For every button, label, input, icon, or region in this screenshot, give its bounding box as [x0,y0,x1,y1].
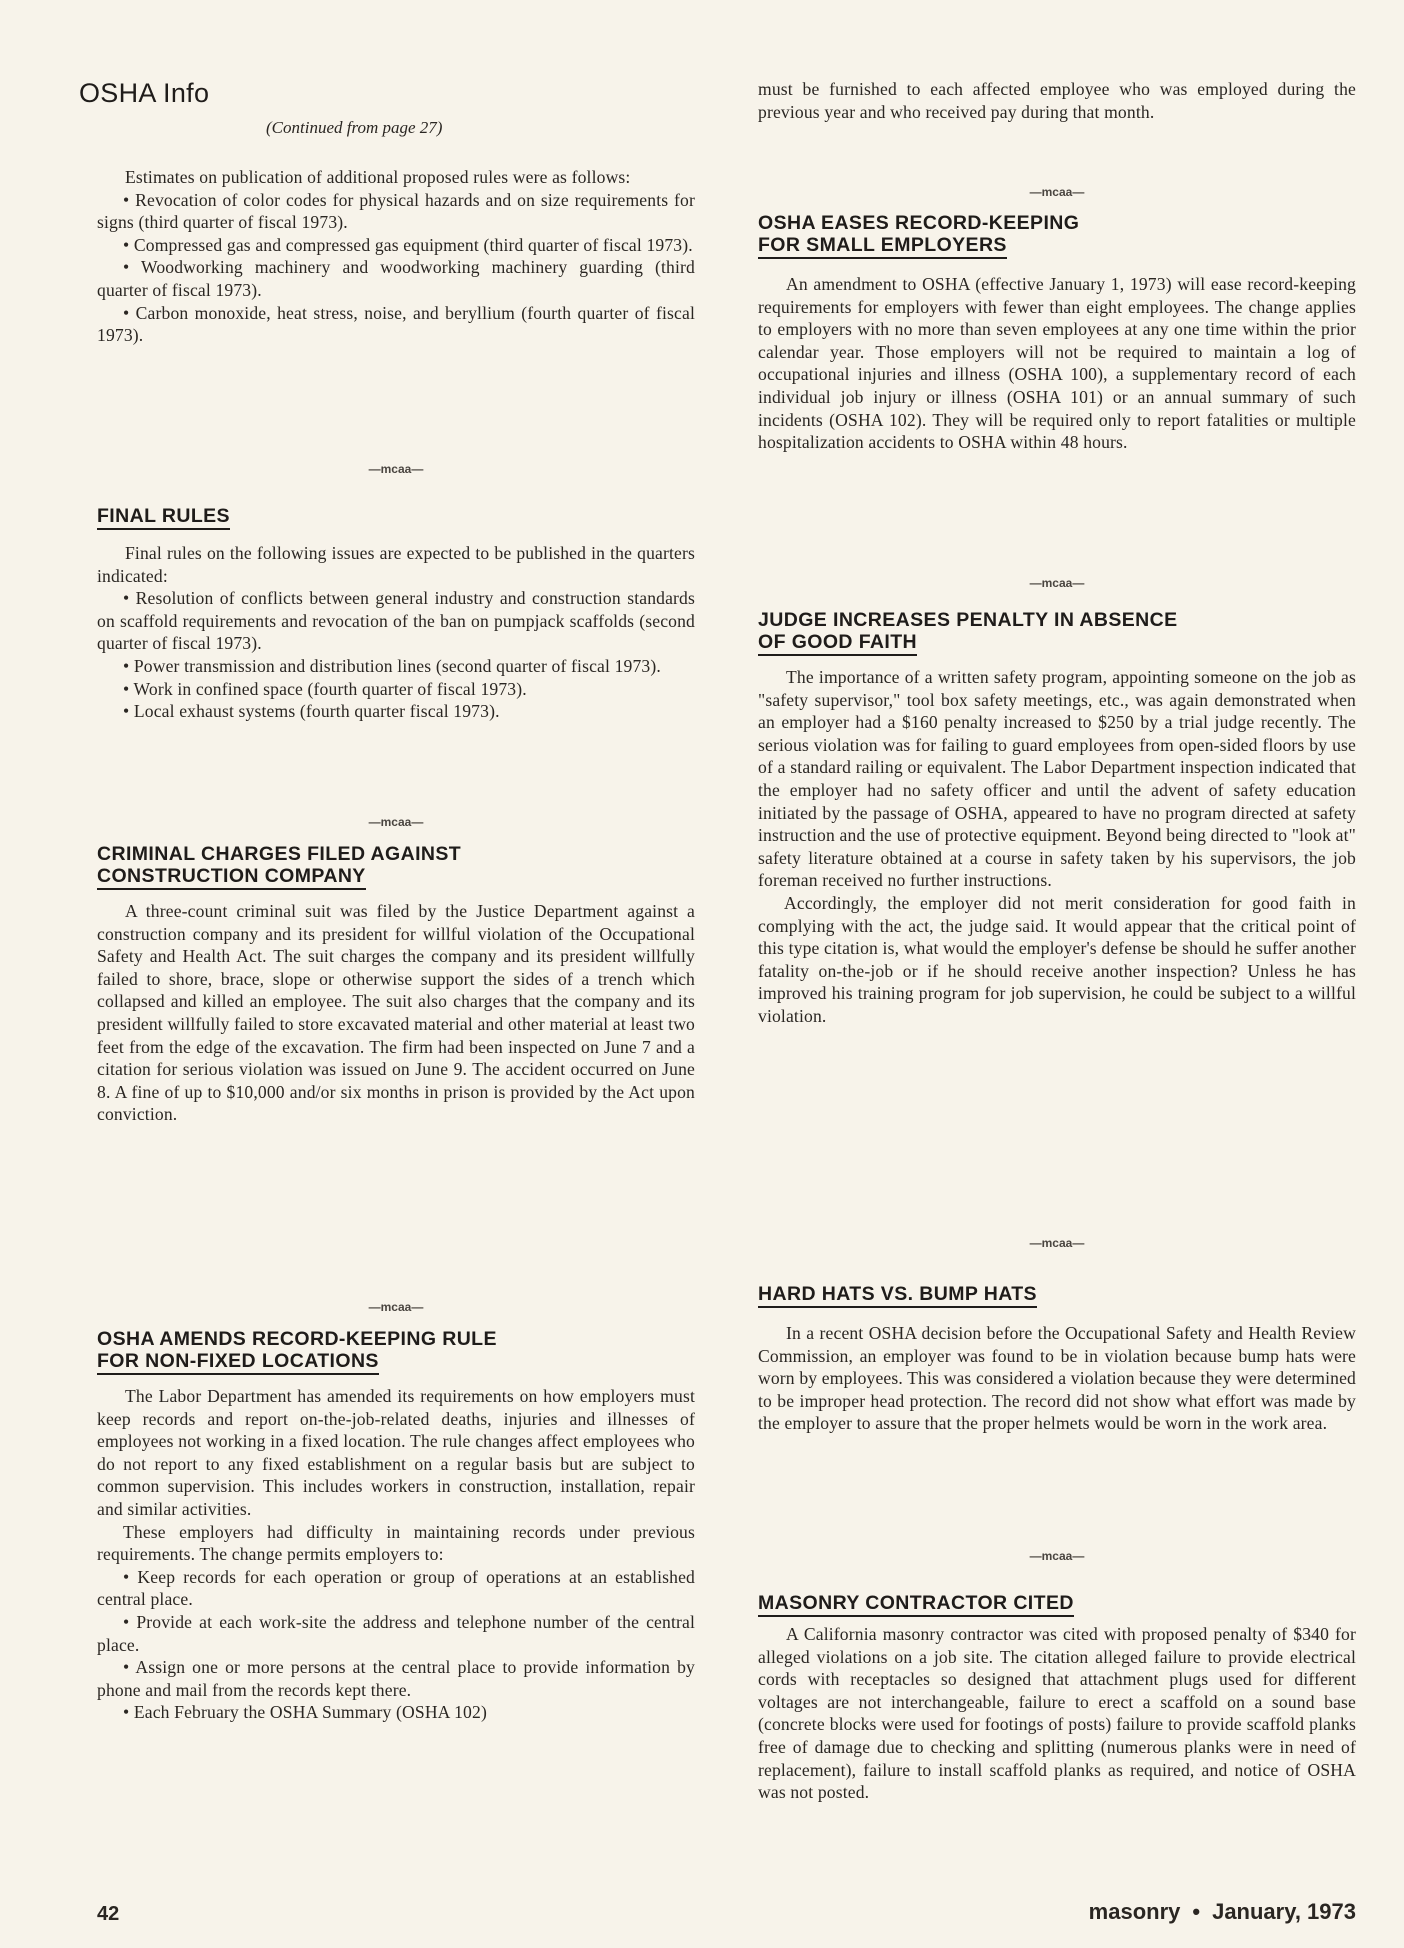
eases-section [758,212,1356,454]
paragraph: The Labor Department has amended its requirements on how employers must keep records and report on-the-job-related deaths, injuries and illnesses of employees not working in a fixed location. The rule changes affect employees who do not report to any fixed establishment on a regular basis but are subject to common supervision. This includes workers in construction, installation, repair and similar activities. [97,1386,695,1519]
section-heading: MASONRY CONTRACTOR CITED [758,1592,1356,1617]
separator: —mcaa— [368,1300,424,1314]
paragraph: An amendment to OSHA (effective January 1, 1973) will ease record-keeping requirements for employers with fewer than eight employees. The change applies to employers with no more than seven employees at any one time within the prior calendar year. Those employers will not be required to maintain a log of occupational injuries and illness (OSHA 100), a supplementary record of each individual job injury or illness (OSHA 101) or an annual summary of such incidents (OSHA 102). They will be required only to report fatalities or multiple hospitalization accidents to OSHA within 48 hours. [758,274,1356,453]
paragraph: A California masonry contractor was cited with proposed penalty of $340 for alleged violations on a job site. The citation alleged failure to provide electrical cords with receptacles so designed that attachment plugs used for different voltages are not interchangeable, failure to erect a scaffold on a sound base (concrete blocks were used for footings of posts) failure to provide scaffold planks free of damage due to checking and splitting (numerous planks were in need of replacement), failure to install scaffold planks as required, and notice of OSHA was not posted. [758,1624,1356,1803]
issue-date: January, 1973 [1212,1899,1356,1924]
criminal-charges-section [97,843,695,1126]
section-heading: JUDGE INCREASES PENALTY IN ABSENCE OF GOOD FAITH [758,609,1356,656]
footer-publication [1089,1899,1356,1925]
bullet-item: • Compressed gas and compressed gas equipment (third quarter of fiscal 1973). [123,234,693,255]
separator: —mcaa— [1029,1549,1085,1563]
bullet-item: • Power transmission and distribution lines (second quarter of fiscal 1973). [123,655,661,676]
bullet-item: • Each February the OSHA Summary (OSHA 102) [123,1702,487,1723]
masonry-section [758,1592,1356,1804]
bullet-item: • Provide at each work-site the address and telephone number of the central place. [97,1611,695,1655]
section-title: OSHA Info [79,78,210,108]
paragraph: These employers had difficulty in maintaining records under previous requirements. The change permits employers to: [97,1521,695,1565]
paragraph: Estimates on publication of additional proposed rules were as follows: [125,167,631,187]
bullet-item: • Resolution of conflicts between general industry and construction standards on scaffold requirements and revocation of the ban on pumpjack scaffolds (second quarter of fiscal 1973). [97,588,695,654]
paragraph: The importance of a written safety program, appointing someone on the job as "safety supervisor," tool box safety meetings, etc., was again demonstrated when an employer had a $160 penalty increased to $250 by a trial judge recently. The serious violation was for failing to guard employees from open-sided floors by use of a standard railing or equivalent. The Labor Department inspection indicated that the employer had no safety officer and until the advent of safety education initiated by the passage of OSHA, appeared to have no program directed at safety instruction and the use of protective equipment. Beyond being directed to "look at" safety literature obtained at a course in safety taken by his supervisors, the job foreman received no further instructions. [758,667,1356,891]
separator: —mcaa— [1029,185,1085,199]
separator: —mcaa— [368,462,424,476]
bullet-item: • Local exhaust systems (fourth quarter fiscal 1973). [123,701,500,722]
bullet-item: • Revocation of color codes for physical hazards and on size requirements for signs (third quarter of fiscal 1973). [97,189,695,233]
continued-text-block [758,78,1356,123]
amends-section [97,1328,695,1724]
page-number: 42 [97,1903,120,1925]
bullet-item: • Work in confined space (fourth quarter of fiscal 1973). [123,678,527,699]
judge-section [758,609,1356,1028]
paragraph: Final rules on the following issues are expected to be published in the quarters indicated: [97,543,695,586]
section-heading: OSHA EASES RECORD-KEEPING FOR SMALL EMPLOYERS [758,212,1356,259]
final-rules-section [97,505,695,723]
hard-hats-section [758,1283,1356,1435]
bullet-item: • Keep records for each operation or group of operations at an established central place. [97,1566,695,1610]
separator: —mcaa— [1029,576,1085,590]
paragraph: Accordingly, the employer did not merit consideration for good faith in complying with the act, the judge said. It would appear that the critical point of this type citation is, what would the employer's defense be should he suffer another fatality on-the-job or if he should receive another inspection? Unless he has improved his training program for job supervision, he could be subject to a willful violation. [758,892,1356,1026]
section-heading: CRIMINAL CHARGES FILED AGAINST CONSTRUCTION COMPANY [97,843,695,890]
separator: —mcaa— [368,815,424,829]
continued-note: (Continued from page 27) [266,118,443,137]
bullet-separator: • [1192,1899,1201,1924]
section-heading: OSHA AMENDS RECORD-KEEPING RULE FOR NON-FIXED LOCATIONS [97,1328,695,1375]
bullet-item: • Woodworking machinery and woodworking machinery guarding (third quarter of fiscal 1973). [97,257,695,300]
proposed-rules-block [97,166,695,347]
bullet-item: • Carbon monoxide, heat stress, noise, and beryllium (fourth quarter of fiscal 1973). [97,302,695,346]
bullet-item: • Assign one or more persons at the central place to provide information by phone and mail from the records kept there. [97,1657,695,1700]
section-heading: HARD HATS VS. BUMP HATS [758,1283,1356,1308]
publication-name: masonry [1088,1899,1181,1924]
paragraph: must be furnished to each affected employee who was employed during the previous year and who received pay during that month. [758,79,1356,122]
section-heading: FINAL RULES [97,505,695,530]
paragraph: In a recent OSHA decision before the Occupational Safety and Health Review Commission, an employer was found to be in violation because bump hats were worn by employees. This was considered a violation because they were determined to be improper head protection. The record did not show what effort was made by the employer to assure that the proper helmets would be worn in the work area. [758,1323,1356,1434]
separator: —mcaa— [1029,1236,1085,1250]
paragraph: A three-count criminal suit was filed by the Justice Department against a construction company and its president for willful violation of the Occupational Safety and Health Act. The suit charges the company and its president willfully failed to shore, brace, slope or otherwise support the sides of a trench which collapsed and killed an employee. The suit also charges that the company and its president willfully failed to store excavated material and other material at least two feet from the edge of the excavation. The firm had been inspected on June 7 and a citation for serious violation was issued on June 9. The accident occurred on June 8. A fine of up to $10,000 and/or six months in prison is provided by the Act upon conviction. [97,901,695,1125]
